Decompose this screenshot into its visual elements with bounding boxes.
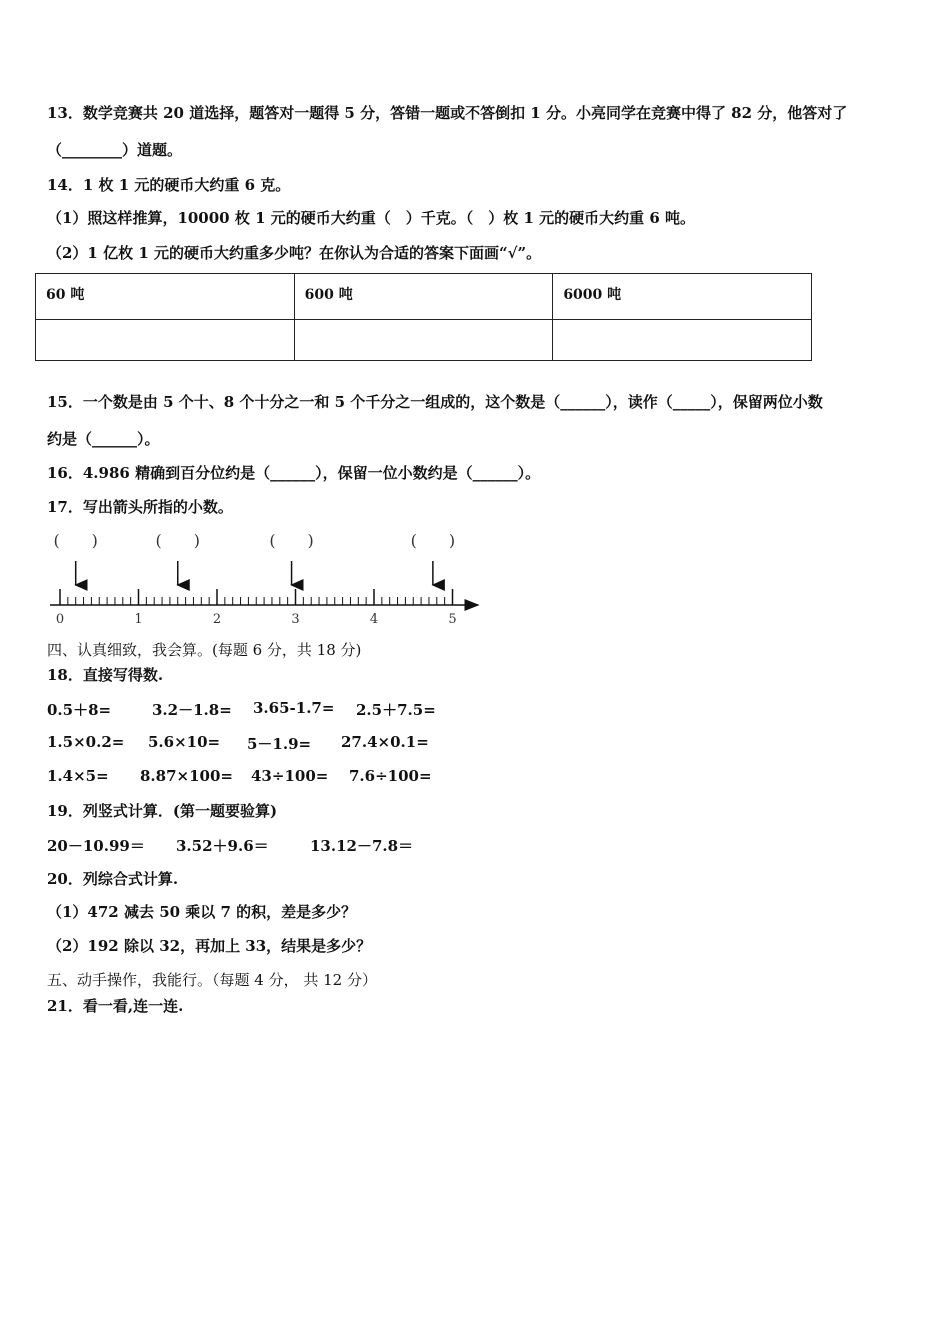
- number-line-figure: [40, 525, 490, 630]
- calc-item: 2.5＋7.5=: [356, 701, 436, 719]
- calc-item: 3.52＋9.6＝: [176, 837, 269, 855]
- answer-cell[interactable]: [294, 320, 553, 361]
- calc-item: 1.4×5=: [47, 767, 109, 785]
- q16-text: 16．4.986 精确到百分位约是（______），保留一位小数约是（______）。: [47, 464, 541, 482]
- q18-title: 18．直接写得数.: [47, 666, 164, 684]
- answer-cell[interactable]: [553, 320, 812, 361]
- answer-bracket[interactable]: ( ): [53, 531, 98, 550]
- q17-text: 17．写出箭头所指的小数。: [47, 498, 233, 516]
- calc-item: 5－1.9=: [247, 735, 312, 753]
- calc-item: 3.65-1.7=: [253, 699, 335, 717]
- tick-label: 0: [55, 612, 65, 627]
- tick-label: 4: [369, 612, 379, 627]
- answer-bracket[interactable]: ( ): [269, 531, 314, 550]
- q19-title: 19．列竖式计算．(第一题要验算): [47, 802, 278, 820]
- answer-bracket[interactable]: ( ): [155, 531, 200, 550]
- q13-line2: （________）道题。: [47, 141, 183, 159]
- calc-item: 5.6×10=: [148, 733, 221, 751]
- calc-item: 1.5×0.2=: [47, 733, 125, 751]
- tick-label: 3: [291, 612, 300, 627]
- section5-title: 五、动手操作，我能行。（每题 4 分， 共 12 分）: [47, 971, 377, 989]
- q15-line1: 15．一个数是由 5 个十、8 个十分之一和 5 个千分之一组成的，这个数是（______），读作（_____），保留两位小数: [47, 393, 823, 411]
- q14-intro: 14．1 枚 1 元的硬币大约重 6 克。: [47, 176, 291, 194]
- calc-item: 3.2－1.8=: [152, 701, 232, 719]
- tick-label: 2: [212, 612, 222, 627]
- calc-item: 8.87×100=: [140, 767, 233, 785]
- q20-part2: （2）192 除以 32，再加上 33，结果是多少？: [47, 937, 372, 955]
- answer-cell[interactable]: [36, 320, 295, 361]
- calc-item: 13.12－7.8＝: [310, 837, 414, 855]
- q20-title: 20．列综合式计算.: [47, 870, 179, 888]
- section4-title: 四、认真细致，我会算。(每题 6 分，共 18 分): [47, 641, 362, 659]
- q13-line1: 13．数学竞赛共 20 道选择，题答对一题得 5 分，答错一题或不答倒扣 1 分。小亮同学在竞赛中得了 82 分，他答对了: [47, 104, 848, 122]
- calc-item: 7.6÷100=: [349, 767, 432, 785]
- calc-item: 20－10.99＝: [47, 837, 145, 855]
- tick-label: 5: [448, 612, 457, 627]
- q14-part1: （1）照这样推算，10000 枚 1 元的硬币大约重（ ）千克。（ ）枚 1 元的硬币大约重 6 吨。: [47, 209, 695, 227]
- answer-bracket[interactable]: ( ): [410, 531, 456, 550]
- option-cell: 6000 吨: [553, 274, 812, 320]
- q14-part2: （2）1 亿枚 1 元的硬币大约重多少吨？在你认为合适的答案下面画“√”。: [47, 244, 542, 262]
- option-cell: 60 吨: [36, 274, 295, 320]
- q20-part1: （1）472 减去 50 乘以 7 的积，差是多少？: [47, 903, 357, 921]
- tick-label: 1: [134, 612, 143, 627]
- q21-title: 21．看一看,连一连.: [47, 997, 184, 1015]
- q14-options-table: [35, 273, 812, 361]
- q15-line2: 约是（______）。: [47, 430, 160, 448]
- calc-item: 0.5＋8=: [47, 701, 112, 719]
- calc-item: 43÷100=: [251, 767, 329, 785]
- calc-item: 27.4×0.1=: [341, 733, 429, 751]
- option-cell: 600 吨: [294, 274, 553, 320]
